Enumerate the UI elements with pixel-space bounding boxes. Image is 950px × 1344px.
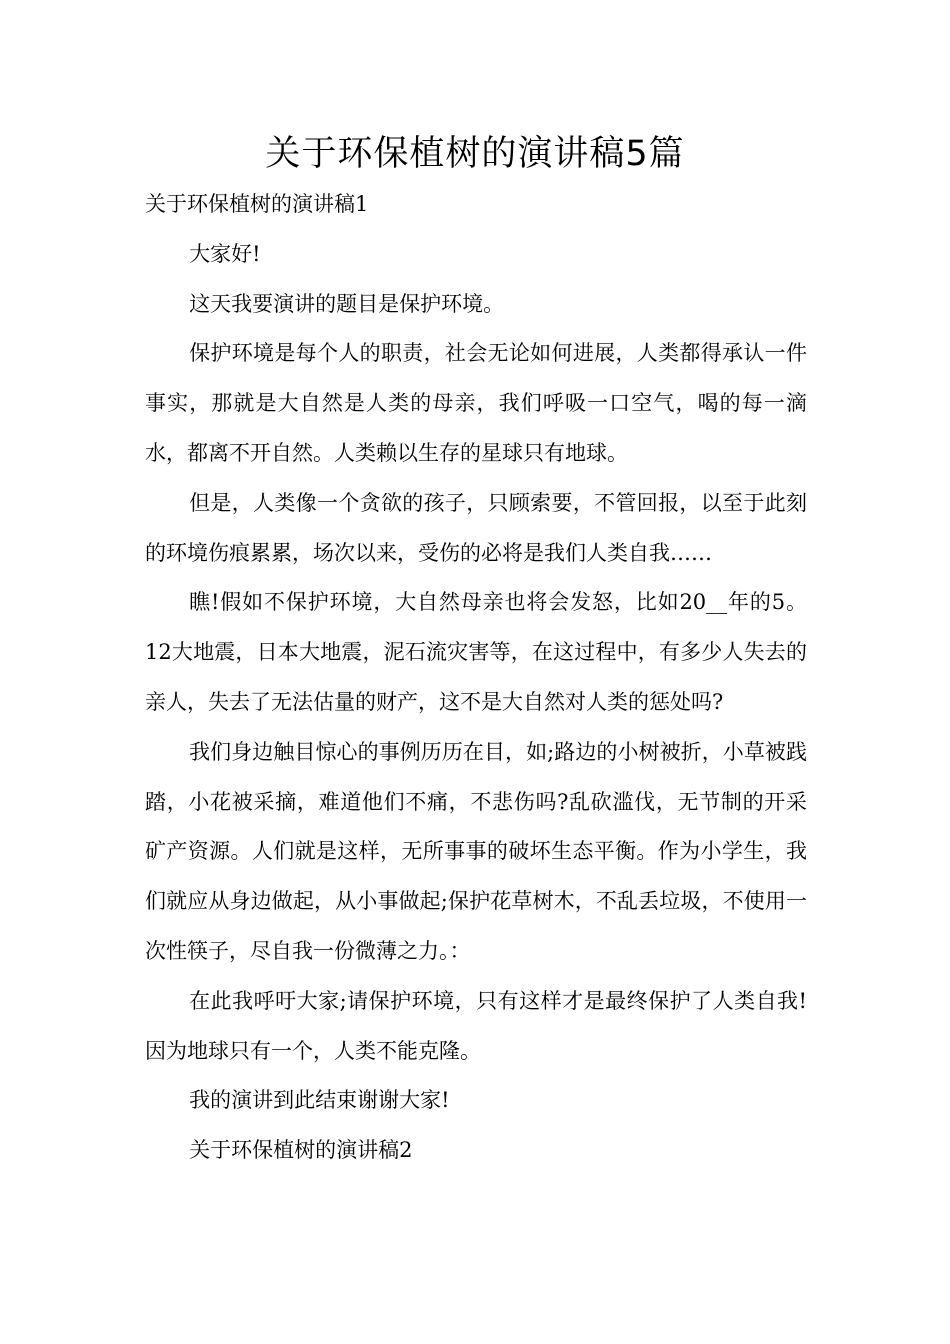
body-paragraph: 我们身边触目惊心的事例历历在目，如;路边的小树被折，小草被践踏，小花被采摘，难道他们不痛，不悲伤吗?乱砍滥伐，无节制的开采矿产资源。人们就是这样，无所事事的破坏生态平衡。作为小学生，我们就应从身边做起，从小事做起;保护花草树木，不乱丢垃圾，不使用一次性筷子，尽自我一份微薄之力。： bbox=[145, 739, 807, 963]
section-heading-1: 关于环保植树的演讲稿1 bbox=[145, 192, 369, 216]
closing-paragraph: 我的演讲到此结束谢谢大家! bbox=[189, 1088, 450, 1113]
document-body bbox=[145, 180, 807, 1176]
section-heading-2: 关于环保植树的演讲稿2 bbox=[189, 1138, 413, 1163]
topic-paragraph: 这天我要演讲的题目是保护环境。 bbox=[189, 291, 505, 316]
body-paragraph: 瞧!假如不保护环境，大自然母亲也将会发怒，比如20__年的5。12大地震，日本大地震，泥石流灾害等，在这过程中，有多少人失去的亲人，失去了无法估量的财产，这不是大自然对人类的惩处吗? bbox=[145, 590, 807, 714]
greeting-paragraph: 大家好! bbox=[189, 241, 261, 266]
body-paragraph: 保护环境是每个人的职责，社会无论如何进展，人类都得承认一件事实，那就是大自然是人类的母亲，我们呼吸一口空气，喝的每一滴水，都离不开自然。人类赖以生存的星球只有地球。 bbox=[145, 341, 807, 465]
body-paragraph: 在此我呼吁大家;请保护环境，只有这样才是最终保护了人类自我!因为地球只有一个，人类不能克隆。 bbox=[145, 988, 807, 1063]
body-paragraph: 但是，人类像一个贪欲的孩子，只顾索要，不管回报，以至于此刻的环境伤痕累累，场次以来，受伤的必将是我们人类自我…… bbox=[145, 490, 807, 565]
document-title: 关于环保植树的演讲稿5篇 bbox=[265, 134, 685, 174]
